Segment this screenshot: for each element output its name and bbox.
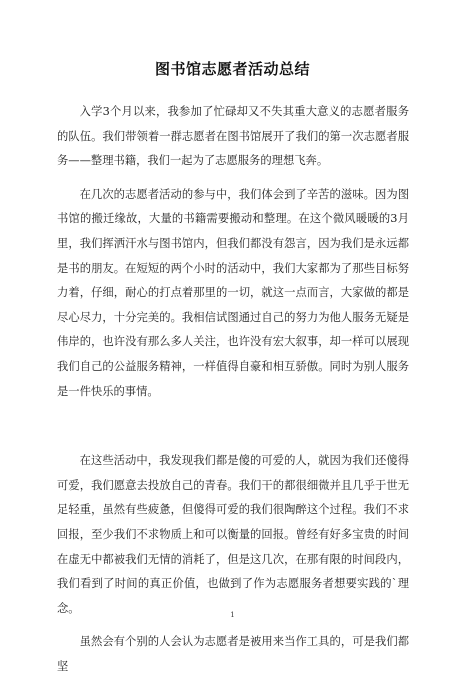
document-body	[57, 100, 409, 679]
paragraph-4: 虽然会有个别的人会认为志愿者是被用来当作工具的，可是我们都坚	[57, 635, 409, 673]
paragraph-2: 在几次的志愿者活动的参与中，我们体会到了辛苦的滋味。因为图书馆的搬迁缘故，大量的书籍需要搬动和整理。在这个微风暖暖的3月里，我们挥洒汗水与图书馆内，但我们都没有怨言，因为我们是永远都是书的朋友。在短短的两个小时的活动中，我们大家都为了那些目标努力着，仔细，耐心的打点着那里的一切，就这一点而言，大家做的都是尽心尽力，十分完美的。我相信试图通过自己的努力为他人服务无疑是伟岸的，也许没有那么多人关注，也许没有宏大叙事，却一样可以展现我们自己的公益服务精神，一样值得自豪和相互骄傲。同时为别人服务是一件快乐的事情。	[57, 187, 409, 398]
paragraph-1: 入学3个月以来，我参加了忙碌却又不失其重大意义的志愿者服务的队伍。我们带领着一群志愿者在图书馆展开了我们的第一次志愿者服务——整理书籍，我们一起为了志愿服务的理想飞奔。	[57, 105, 409, 168]
paragraph-3: 在这些活动中，我发现我们都是傻的可爱的人，就因为我们还傻得可爱，我们愿意去投放自己的青春。我们干的都很细微并且几乎于世无足轻重，虽然有些疲惫，但傻得可爱的我们很陶醉这个过程。我们不求回报，至少我们不求物质上和可以衡量的回报。曾经有好多宝贵的时间在虚无中都被我们无情的消耗了，但是这几次，在那有限的时间段内，我们看到了时间的真正价值，也做到了作为志愿服务者想要实践的`理念。	[57, 454, 409, 615]
document-title: 图书馆志愿者活动总结	[154, 60, 310, 78]
page-number: 1	[230, 611, 235, 619]
